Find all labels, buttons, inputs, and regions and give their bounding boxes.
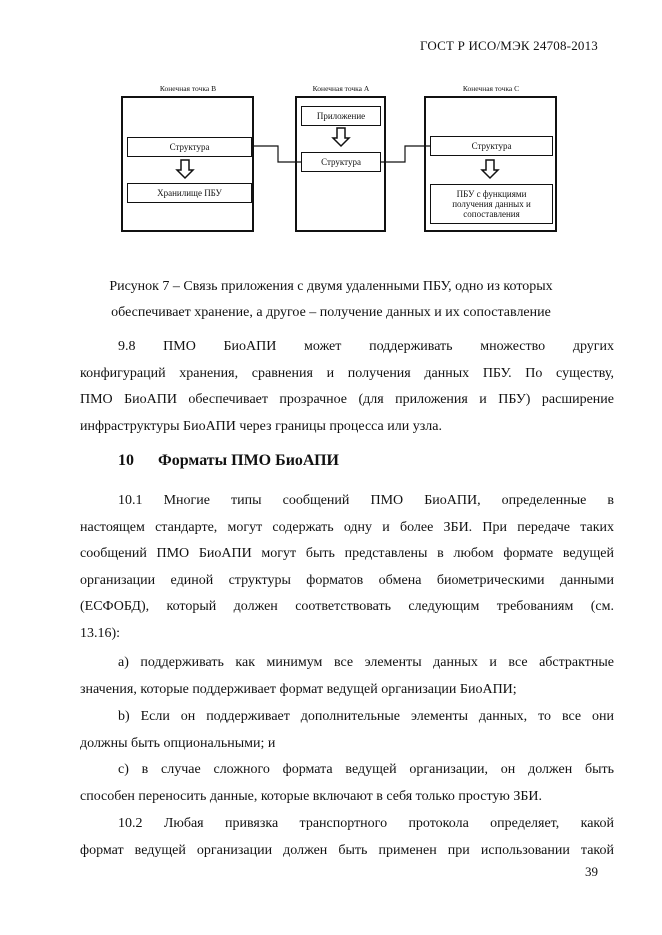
connector-a-c — [381, 146, 430, 162]
caption-line: обеспечивает хранение, а другое – получение данных и их сопоставление — [111, 305, 551, 320]
figure-caption — [80, 274, 582, 326]
endpoint-b-storage-box: Хранилище ПБУ — [127, 183, 252, 203]
text-line: 13.16): — [80, 625, 121, 641]
text-line: значения, которые поддерживает формат ведущей организации БиоАПИ; — [80, 681, 517, 697]
text-line: сообщений ПМО БиоАПИ могут быть представлены в любом формате ведущей — [80, 546, 614, 561]
endpoint-b-label: Конечная точка В — [159, 84, 217, 93]
section-heading — [118, 452, 339, 470]
paragraph-10-1 — [80, 488, 614, 647]
connector-b-a — [252, 146, 301, 162]
text-line: должны быть опциональными; и — [80, 735, 276, 751]
figure-7 — [0, 0, 662, 260]
paragraph-10-2 — [80, 811, 614, 864]
endpoint-c-matching-line: ПБУ с функциями — [456, 189, 527, 199]
list-item-a — [80, 650, 614, 703]
page-number: 39 — [585, 864, 598, 879]
text-line: 9.8 ПМО БиоАПИ может поддерживать множество других — [118, 339, 614, 354]
section-title: Форматы ПМО БиоАПИ — [158, 452, 339, 469]
text-line: а) поддерживать как минимум все элементы данных и все абстрактные — [118, 655, 614, 670]
caption-line: Рисунок 7 – Связь приложения с двумя удаленными ПБУ, одно из которых — [109, 279, 553, 294]
endpoint-a-label: Конечная точка А — [312, 84, 370, 93]
text-line: 10.2 Любая привязка транспортного протокола определяет, какой — [118, 816, 614, 831]
text-line: инфраструктуры БиоАПИ через границы процесса или узла. — [80, 418, 442, 434]
page-header-standard: ГОСТ Р ИСО/МЭК 24708-2013 — [419, 38, 598, 53]
endpoint-a-structure-box: Структура — [301, 152, 381, 172]
text-line: настоящем стандарте, могут содержать одну и более ЗБИ. При передаче таких — [80, 519, 614, 535]
endpoint-c-structure-box: Структура — [430, 136, 553, 156]
text-line: конфигураций хранения, сравнения и получения данных ПБУ. По существу, — [80, 365, 614, 381]
list-item-c — [80, 757, 614, 810]
text-line: b) Если он поддерживает дополнительные элементы данных, то все они — [118, 709, 614, 724]
text-line: способен переносить данные, которые включают в себя только простую ЗБИ. — [80, 788, 542, 804]
endpoint-c-matching-line: сопоставления — [463, 209, 520, 219]
text-line: организации единой структуры форматов обмена биометрическими данными — [80, 572, 614, 588]
endpoint-b-structure-box: Структура — [127, 137, 252, 157]
text-line: формат ведущей организации должен быть применен при использовании такой — [80, 842, 614, 858]
section-number: 10 — [118, 452, 134, 469]
paragraph-9-8 — [80, 334, 614, 440]
endpoint-b-frame — [121, 96, 254, 232]
endpoint-c-matching-line: получения данных и — [452, 199, 531, 209]
endpoint-c-label: Конечная точка С — [462, 84, 520, 93]
text-line: с) в случае сложного формата ведущей организации, он должен быть — [118, 762, 614, 777]
text-line: 10.1 Многие типы сообщений ПМО БиоАПИ, определенные в — [118, 493, 614, 508]
text-line: (ЕСФОБД), который должен соответствовать следующим требованиям (см. — [80, 599, 614, 614]
endpoint-c-matching-box — [430, 184, 553, 224]
list-item-b — [80, 704, 614, 757]
text-line: ПМО БиоАПИ обеспечивает прозрачное (для приложения и ПБУ) расширение — [80, 392, 614, 407]
endpoint-a-application-box: Приложение — [301, 106, 381, 126]
